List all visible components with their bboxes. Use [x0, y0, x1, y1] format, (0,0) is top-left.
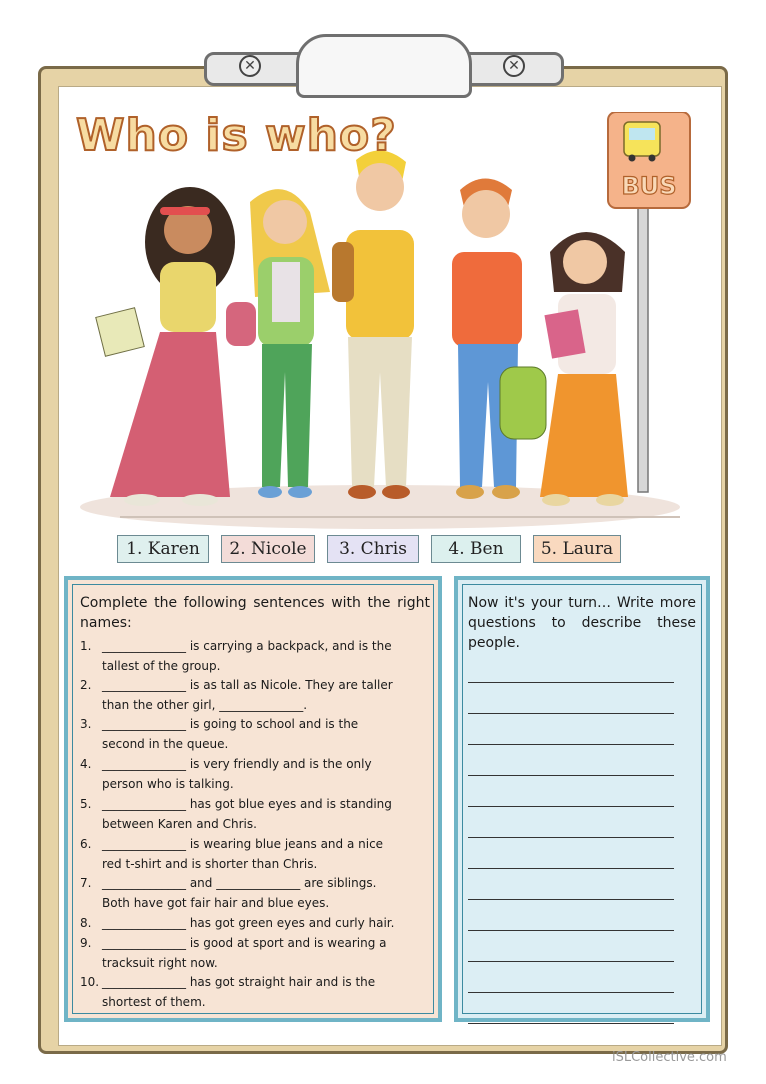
chris-trousers	[348, 337, 412, 487]
writing-line[interactable]	[468, 992, 674, 993]
item-sentence-line2: red t-shirt and is shorter than Chris.	[102, 857, 318, 871]
name-box-nicole: 2. Nicole	[221, 535, 315, 563]
laura-trousers	[540, 374, 628, 497]
exercise-instruction: Complete the following sentences with the right names:	[80, 595, 430, 631]
worksheet-title: Who is who?	[76, 110, 397, 161]
item-number: 8.	[80, 916, 92, 930]
item-number: 2.	[80, 678, 92, 692]
ben-tshirt	[452, 252, 522, 347]
item-sentence-line2: tracksuit right now.	[102, 956, 218, 970]
writing-line[interactable]	[468, 899, 674, 900]
karen-folders	[96, 308, 144, 356]
chris-backpack	[332, 242, 354, 302]
chris-sweater	[346, 230, 414, 340]
nicole-trousers	[262, 344, 312, 487]
ben-head	[462, 190, 510, 238]
name-box-chris: 3. Chris	[327, 535, 419, 563]
item-number: 4.	[80, 757, 92, 771]
nicole-head	[263, 200, 307, 244]
item-number: 9.	[80, 936, 92, 950]
nicole-bag	[226, 302, 256, 346]
item-number: 3.	[80, 717, 92, 731]
item-sentence-line2: shortest of them.	[102, 995, 206, 1009]
item-sentence-line1: ______________ is wearing blue jeans and a nice	[102, 837, 384, 851]
item-sentence-line1: ______________ is very friendly and is the only	[102, 757, 372, 771]
figure-chris	[332, 150, 414, 499]
writing-line[interactable]	[468, 806, 674, 807]
name-box-laura: 5. Laura	[533, 535, 621, 563]
item-number: 5.	[80, 797, 92, 811]
ben-bag	[500, 367, 546, 439]
writing-line[interactable]	[468, 775, 674, 776]
laura-head	[563, 240, 607, 284]
writing-line[interactable]	[468, 868, 674, 869]
karen-top	[160, 262, 216, 332]
item-sentence-line1: ______________ is going to school and is the	[102, 717, 359, 731]
your-turn-instruction: Now it's your turn… Write more questions to describe these people.	[468, 595, 696, 651]
writing-line[interactable]	[468, 744, 674, 745]
item-sentence-line1: ______________ has got green eyes and curly hair.	[102, 916, 395, 930]
karen-headband	[160, 207, 210, 215]
bus-stop-pole	[638, 202, 648, 492]
item-sentence-line2: person who is talking.	[102, 777, 234, 791]
item-number: 10.	[80, 975, 100, 989]
screw-icon: ✕	[503, 55, 525, 77]
item-sentence-line1: ______________ is carrying a backpack, and is the	[102, 639, 392, 653]
name-key	[117, 535, 637, 563]
writing-line[interactable]	[468, 961, 674, 962]
item-sentence-line2: tallest of the group.	[102, 659, 221, 673]
item-sentence-line2: second in the queue.	[102, 737, 229, 751]
bus-sign-label: BUS	[621, 172, 677, 200]
name-box-karen: 1. Karen	[117, 535, 209, 563]
writing-line[interactable]	[468, 1023, 674, 1024]
item-sentence-line1: ______________ has got blue eyes and is standing	[102, 797, 392, 811]
item-sentence-line1: ______________ and ______________ are siblings.	[102, 876, 377, 890]
item-number: 6.	[80, 837, 92, 851]
writing-line[interactable]	[468, 930, 674, 931]
writing-line[interactable]	[468, 713, 674, 714]
clipboard-clip-top	[296, 34, 472, 98]
watermark: iSLCollective.com	[612, 1050, 727, 1065]
students-illustration	[80, 112, 700, 532]
writing-line[interactable]	[468, 837, 674, 838]
item-sentence-line1: ______________ has got straight hair and is the	[102, 975, 376, 989]
writing-line[interactable]	[468, 682, 674, 683]
item-sentence-line2: than the other girl, ______________.	[102, 698, 308, 712]
item-sentence-line2: Both have got fair hair and blue eyes.	[102, 896, 330, 910]
item-number: 7.	[80, 876, 92, 890]
chris-head	[356, 163, 404, 211]
name-box-ben: 4. Ben	[431, 535, 521, 563]
item-sentence-line2: between Karen and Chris.	[102, 817, 257, 831]
figure-ben	[452, 179, 546, 500]
figure-karen	[96, 187, 235, 506]
bus-window	[629, 128, 655, 140]
screw-icon: ✕	[239, 55, 261, 77]
figure-laura	[540, 232, 628, 506]
item-sentence-line1: ______________ is good at sport and is wearing a	[102, 936, 387, 950]
figure-nicole	[226, 189, 330, 498]
karen-trousers	[110, 332, 230, 497]
item-number: 1.	[80, 639, 92, 653]
item-sentence-line1: ______________ is as tall as Nicole. They are taller	[102, 678, 393, 692]
